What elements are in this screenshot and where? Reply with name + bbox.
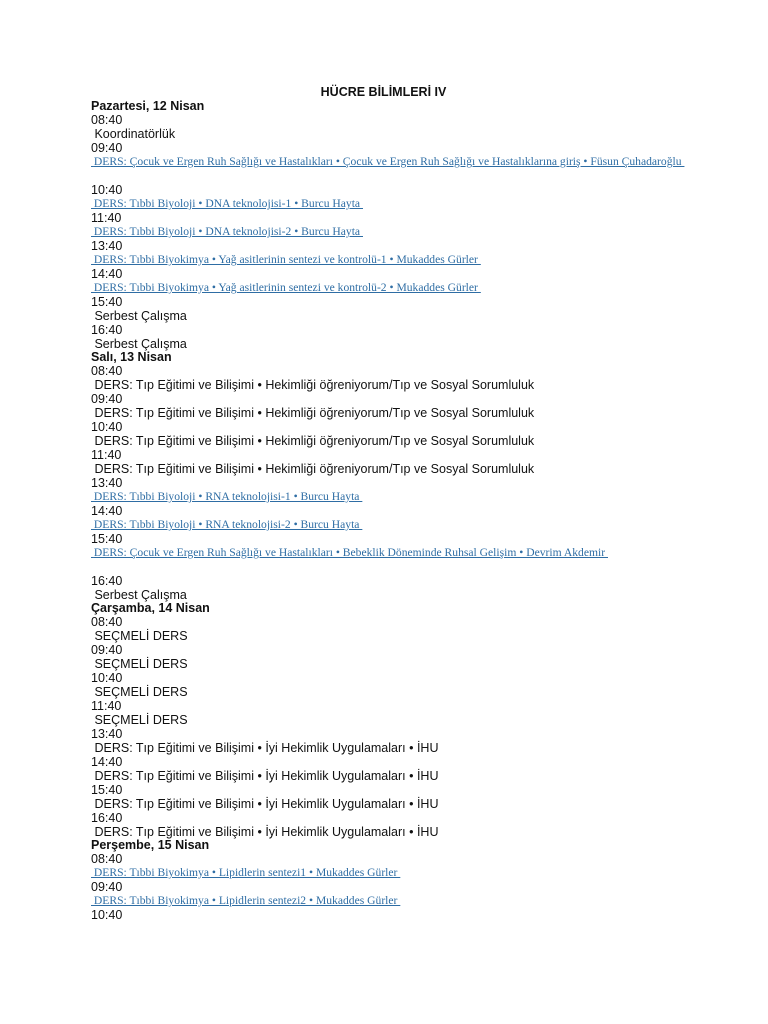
- lesson-text: DERS: Tıp Eğitimi ve Bilişimi • İyi Hekimlik Uygulamaları • İHU: [91, 825, 439, 839]
- lesson-text: Serbest Çalışma: [91, 337, 187, 351]
- time-slot: 08:40: [91, 852, 123, 866]
- lesson-text: DERS: Tıp Eğitimi ve Bilişimi • İyi Hekimlik Uygulamaları • İHU: [91, 769, 439, 783]
- lesson-link[interactable]: DERS: Tıbbi Biyokimya • Yağ asitlerinin sentezi ve kontrolü-1 • Mukaddes Gürler: [91, 253, 481, 266]
- lesson-text: SEÇMELİ DERS: [91, 657, 188, 671]
- time-slot: 10:40: [91, 908, 123, 922]
- time-slot: 14:40: [91, 267, 123, 281]
- day-heading: Perşembe, 15 Nisan: [91, 838, 210, 852]
- time-slot: 15:40: [91, 783, 123, 797]
- time-slot: 09:40: [91, 392, 123, 406]
- lesson-text: SEÇMELİ DERS: [91, 713, 188, 727]
- time-slot: 09:40: [91, 141, 123, 155]
- document-title: HÜCRE BİLİMLERİ IV: [320, 85, 447, 99]
- time-slot: 16:40: [91, 574, 123, 588]
- time-slot: 14:40: [91, 504, 123, 518]
- lesson-text: DERS: Tıp Eğitimi ve Bilişimi • Hekimliği öğreniyorum/Tıp ve Sosyal Sorumluluk: [91, 462, 535, 476]
- day-heading: Pazartesi, 12 Nisan: [91, 99, 205, 113]
- time-slot: 14:40: [91, 755, 123, 769]
- lesson-text: Serbest Çalışma: [91, 588, 187, 602]
- time-slot: 15:40: [91, 532, 123, 546]
- lesson-text: DERS: Tıp Eğitimi ve Bilişimi • Hekimliği öğreniyorum/Tıp ve Sosyal Sorumluluk: [91, 378, 535, 392]
- day-heading: Salı, 13 Nisan: [91, 350, 172, 364]
- time-slot: 13:40: [91, 727, 123, 741]
- lesson-text: DERS: Tıp Eğitimi ve Bilişimi • Hekimliği öğreniyorum/Tıp ve Sosyal Sorumluluk: [91, 406, 535, 420]
- time-slot: 11:40: [91, 448, 122, 462]
- time-slot: 11:40: [91, 211, 122, 225]
- time-slot: 10:40: [91, 671, 123, 685]
- lesson-link[interactable]: DERS: Tıbbi Biyokimya • Lipidlerin sentezi1 • Mukaddes Gürler: [91, 866, 401, 879]
- lesson-link[interactable]: DERS: Çocuk ve Ergen Ruh Sağlığı ve Hastalıkları • Çocuk ve Ergen Ruh Sağlığı ve Hastalıklarına giriş • Füsun Çuhadaroğlu: [91, 155, 685, 168]
- time-slot: 08:40: [91, 615, 123, 629]
- time-slot: 09:40: [91, 643, 123, 657]
- schedule-page: [91, 84, 691, 922]
- lesson-link[interactable]: DERS: Tıbbi Biyokimya • Yağ asitlerinin sentezi ve kontrolü-2 • Mukaddes Gürler: [91, 281, 481, 294]
- day-heading: Çarşamba, 14 Nisan: [91, 601, 210, 615]
- time-slot: 13:40: [91, 476, 123, 490]
- lesson-link[interactable]: DERS: Tıbbi Biyoloji • DNA teknolojisi-2 • Burcu Hayta: [91, 225, 363, 238]
- time-slot: 10:40: [91, 420, 123, 434]
- time-slot: 16:40: [91, 323, 123, 337]
- lesson-text: SEÇMELİ DERS: [91, 685, 188, 699]
- lesson-text: Serbest Çalışma: [91, 309, 187, 323]
- time-slot: 09:40: [91, 880, 123, 894]
- time-slot: 08:40: [91, 364, 123, 378]
- time-slot: 13:40: [91, 239, 123, 253]
- lesson-link[interactable]: DERS: Tıbbi Biyoloji • RNA teknolojisi-2 • Burcu Hayta: [91, 518, 363, 531]
- lesson-link[interactable]: DERS: Tıbbi Biyokimya • Lipidlerin sentezi2 • Mukaddes Gürler: [91, 894, 401, 907]
- lesson-text: SEÇMELİ DERS: [91, 629, 188, 643]
- lesson-link[interactable]: DERS: Tıbbi Biyoloji • RNA teknolojisi-1 • Burcu Hayta: [91, 490, 363, 503]
- lesson-text: DERS: Tıp Eğitimi ve Bilişimi • İyi Hekimlik Uygulamaları • İHU: [91, 797, 439, 811]
- lesson-text: DERS: Tıp Eğitimi ve Bilişimi • Hekimliği öğreniyorum/Tıp ve Sosyal Sorumluluk: [91, 434, 535, 448]
- time-slot: 16:40: [91, 811, 123, 825]
- lesson-link[interactable]: DERS: Tıbbi Biyoloji • DNA teknolojisi-1 • Burcu Hayta: [91, 197, 363, 210]
- time-slot: 10:40: [91, 183, 123, 197]
- time-slot: 11:40: [91, 699, 122, 713]
- schedule-days: [91, 100, 691, 922]
- time-slot: 15:40: [91, 295, 123, 309]
- lesson-text: Koordinatörlük: [91, 127, 176, 141]
- lesson-text: DERS: Tıp Eğitimi ve Bilişimi • İyi Hekimlik Uygulamaları • İHU: [91, 741, 439, 755]
- time-slot: 08:40: [91, 113, 123, 127]
- lesson-link[interactable]: DERS: Çocuk ve Ergen Ruh Sağlığı ve Hastalıkları • Bebeklik Döneminde Ruhsal Gelişim • Devrim Akdemir: [91, 546, 608, 559]
